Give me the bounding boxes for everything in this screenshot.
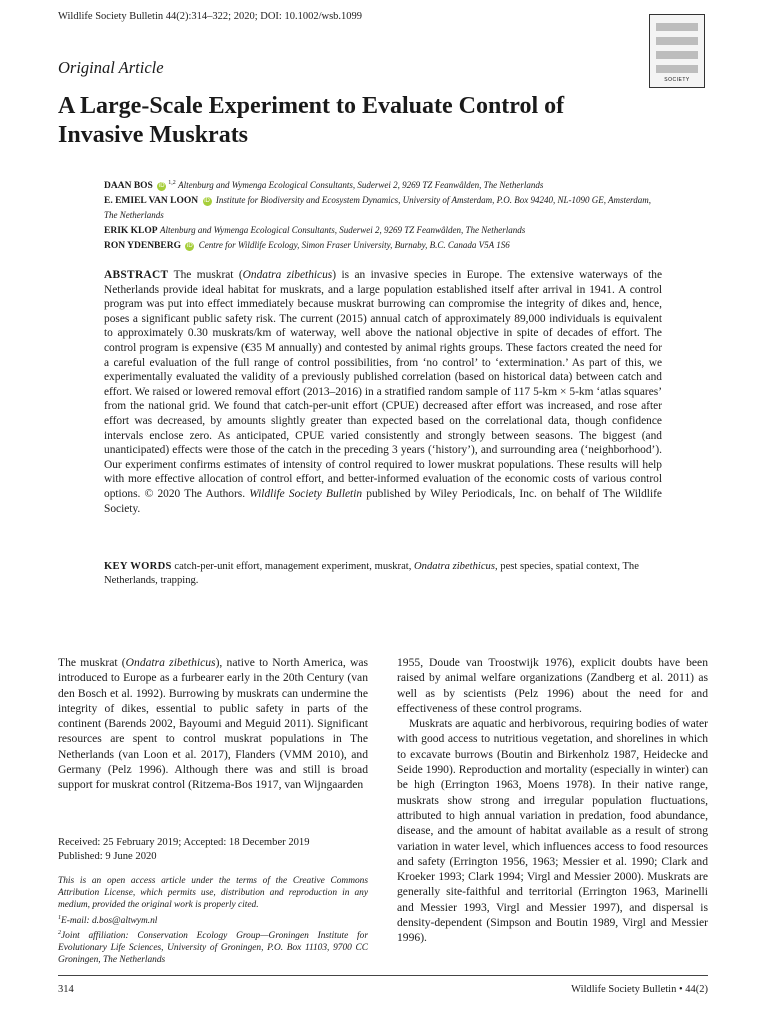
journal-citation: Wildlife Society Bulletin 44(2):314–322; 2020; DOI: 10.1002/wsb.1099 <box>58 11 363 22</box>
author-affiliation: Altenburg and Wymenga Ecological Consultants, Suderwei 2, 9269 TZ Feanwâlden, The Netherlands <box>159 225 526 236</box>
author-name: E. EMIEL VAN LOON <box>104 196 199 207</box>
affiliation-marker: 1,2 <box>168 180 176 186</box>
keywords-heading: KEY WORDS <box>104 561 172 572</box>
article-title: A Large-Scale Experiment to Evaluate Control of Invasive Muskrats <box>58 93 565 148</box>
footnote <box>58 927 368 967</box>
author-entry <box>104 223 664 238</box>
license-note: This is an open access article under the terms of the Creative Commons Attribution License, which permits use, distribution and reproduction in any medium, provided the original work is properly cited. <box>58 876 368 911</box>
email-note[interactable]: E-mail: d.bos@altwym.nl <box>61 915 158 926</box>
abstract-heading: ABSTRACT <box>104 269 169 281</box>
body-column-left <box>58 655 368 793</box>
footnote <box>58 912 368 927</box>
footer-divider <box>58 975 708 976</box>
species-name: Ondatra zibethicus <box>125 656 216 669</box>
footnote-marker: 2 <box>58 929 61 936</box>
author-name: DAAN BOS <box>104 181 153 192</box>
author-list <box>104 176 664 253</box>
species-name: Ondatra zibethicus <box>414 561 495 572</box>
body-paragraph: 1955, Doude van Troostwijk 1976), explicit doubts have been raised by animal welfare organizations (Zandberg et al. 2011) as well as by scientists (Pelz 1996) about the need for and effectiveness of these control programs. <box>397 656 708 715</box>
article-notes <box>58 875 368 967</box>
society-logo-text: SOCIETY <box>664 77 690 83</box>
author-affiliation: Institute for Biodiversity and Ecosystem Dynamics, University of Amsterdam, P.O. Box 94240, NL-1090 GE, Amsterdam, The Netherlands <box>104 195 651 221</box>
published-line: Published: 9 June 2020 <box>58 851 157 862</box>
author-entry <box>104 176 664 193</box>
abstract-text: The muskrat ( <box>168 269 243 281</box>
received-accepted-line: Received: 25 February 2019; Accepted: 18 December 2019 <box>58 837 310 848</box>
received-dates <box>58 836 368 864</box>
author-entry <box>104 193 664 223</box>
article-type: Original Article <box>58 58 164 77</box>
author-entry <box>104 238 664 253</box>
journal-name: Wildlife Society Bulletin <box>249 487 363 500</box>
author-name: ERIK KLOP <box>104 226 158 237</box>
orcid-icon[interactable]: iD <box>187 243 193 250</box>
page-number: 314 <box>58 984 74 995</box>
body-text: The muskrat ( <box>58 656 126 669</box>
author-affiliation: Altenburg and Wymenga Ecological Consultants, Suderwei 2, 9269 TZ Feanwâlden, The Netherlands <box>178 180 544 191</box>
author-affiliation: Centre for Wildlife Ecology, Simon Fraser University, Burnaby, B.C. Canada V5A 1S6 <box>198 240 510 251</box>
abstract-text: ) is an invasive species in Europe. The extensive waterways of the Netherlands provide ideal habitat for muskrats, and a large population established itself after arrival in 1941. A control program was put into effect immediately because muskrat burrowing can compromise the integrity of dikes and, hence, poses a significant public safety risk. The current (2015) annual catch of approximately 89,000 individuals is equivalent to approximately 0.30 muskrats/km of waterway, well above the national objective in spite of decades of effort. The control program is expensive (€35 M annually) and contested by animal rights groups. These factors created the need for a careful evaluation of the full range of control possibilities, from ‘no control’ to ‘extermination.’ As part of this, we experimentally evaluated the validity of a previously published correlation (based on historical data) between catch and effort. We raised or lowered removal effort (2013–2016) in a stratified random sample of 117 5-km × 5-km ‘atlas squares’ from the national grid. We found that catch-per-unit effort (CPUE) decreased after effort was increased, and rose after effort was decreased, by amounts slightly greater than expected based on the correlational data, though confidence intervals enclose zero. As anticipated, CPUE varied consistently and strongly between seasons. The biggest (and unanticipated) effects were those of the catch in the preceding 3 years (‘history’), and surrounding area (‘neighborhood’). Our experiment confirms estimates of intensity of control required to lower muskrat populations. These results will help with more effective allocation of control effort, and better-informed evaluation of the economic costs of various control options. © 2020 The Authors. <box>104 269 662 500</box>
author-name: RON YDENBERG <box>104 241 181 252</box>
abstract-text: published by Wiley Periodicals, Inc. on behalf of The Wildlife Society. <box>104 487 662 515</box>
joint-affiliation-note: Joint affiliation: Conservation Ecology Group—Groningen Institute for Evolutionary Life Sciences, University of Groningen, P.O. Box 11103, 9700 CC Groningen, The Netherlands <box>58 931 368 966</box>
body-paragraph: Muskrats are aquatic and herbivorous, requiring bodies of water with good access to nutritious vegetation, and shorelines in which to excavate burrows (Boutin and Birkenholz 1987, Heidecke and Seide 1990). Reproduction and mortality (especially in winter) can be high (Errington 1963, Moens 1978). In their native range, muskrats show strong and irregular population fluctuations, attributed to high annual variation in predation, food abundance, disease, and the amount of habitat available as a result of strong variation in water level, which influences access to food resources and safety (Errington 1956, 1963; Messier et al. 1990; Clark and Kroeker 1993; Clark 1994; Virgl and Messier 2000). Muskrats are generally site-faithful and territorial (Errington 1963, Marinelli and Messier 1993, Virgl and Messier 1997), and dispersal is density-dependent (Simpson and Boutin 1989, Virgl and Messier 1996). <box>397 717 708 945</box>
body-paragraph <box>58 655 368 793</box>
body-text: ), native to North America, was introduced to Europe as a furbearer early in the 20th Century (van den Bosch et al. 1992). Burrowing by muskrats can undermine the integrity of dikes, essential to public safety in parts of the continent (Barends 2002, Bayoumi and Meguid 2011). Significant resources are spent to control muskrat populations in The Netherlands (van Loon et al. 2017), Flanders (VMM 2010), and Germany (Pelz 1996). Although there was and still is broad support for muskrat control (Ritzema-Bos 1917, van Wijngaarden <box>58 656 368 792</box>
keywords-text: , pest species, spatial context, The Netherlands, trapping. <box>104 561 639 587</box>
abstract <box>104 268 662 516</box>
species-name: Ondatra zibethicus <box>242 269 333 281</box>
footnote-marker: 1 <box>58 914 61 921</box>
footer-journal-issue: Wildlife Society Bulletin • 44(2) <box>571 984 708 995</box>
keywords-text: catch-per-unit effort, management experiment, muskrat, <box>171 561 415 572</box>
orcid-icon[interactable]: iD <box>158 183 165 190</box>
society-logo <box>649 14 705 88</box>
orcid-icon[interactable]: iD <box>204 198 210 205</box>
body-column-right <box>397 655 708 946</box>
keywords <box>104 560 662 588</box>
